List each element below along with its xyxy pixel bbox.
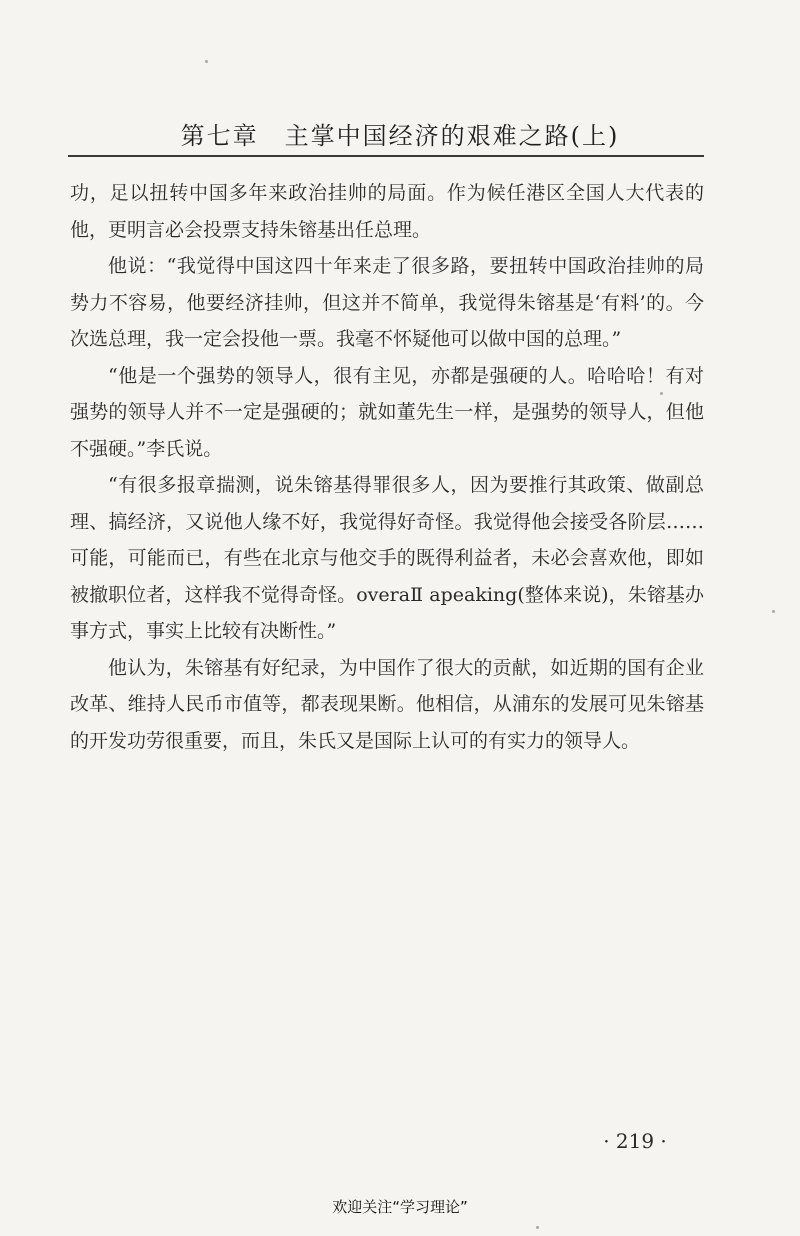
paragraph: 他认为，朱镕基有好纪录，为中国作了很大的贡献，如近期的国有企业改革、维持人民币市值等，都表现果断。他相信，从浦东的发展可见朱镕基的开发功劳很重要，而且，朱氏又是国际上认可的有实力的领导人。 bbox=[70, 656, 704, 752]
scan-speck bbox=[772, 610, 775, 613]
scan-speck bbox=[205, 60, 208, 63]
footer-note: 欢迎关注“学习理论” bbox=[332, 1198, 468, 1216]
paragraph: “有很多报章揣测，说朱镕基得罪很多人，因为要推行其政策、做副总理、搞经济，又说他人缘不好，我觉得好奇怪。我觉得他会接受各阶层……可能，可能而已，有些在北京与他交手的既得利益者，未必会喜欢他，即如被撤职位者，这样我不觉得奇怪。overaⅡ apeaking(整体来说)，朱镕基办事方式，事实上比较有决断性。” bbox=[70, 474, 704, 642]
body-text bbox=[70, 175, 704, 759]
header-rule bbox=[68, 155, 704, 157]
page-number: · 219 · bbox=[603, 1129, 667, 1153]
chapter-title: 第七章 主掌中国经济的艰难之路(上) bbox=[180, 122, 620, 150]
paragraph: 功，足以扭转中国多年来政治挂帅的局面。作为候任港区全国人大代表的他，更明言必会投票支持朱镕基出任总理。 bbox=[70, 182, 704, 241]
paragraph: “他是一个强势的领导人，很有主见，亦都是强硬的人。哈哈哈！有对强势的领导人并不一定是强硬的；就如董先生一样，是强势的领导人，但他不强硬。”李氏说。 bbox=[70, 364, 704, 460]
scan-speck bbox=[536, 1226, 539, 1229]
paragraph: 他说：“我觉得中国这四十年来走了很多路，要扭转中国政治挂帅的局势力不容易，他要经济挂帅，但这并不简单，我觉得朱镕基是‘有料’的。今次选总理，我一定会投他一票。我毫不怀疑他可以做中国的总理。” bbox=[70, 255, 704, 350]
scan-speck bbox=[660, 392, 663, 395]
